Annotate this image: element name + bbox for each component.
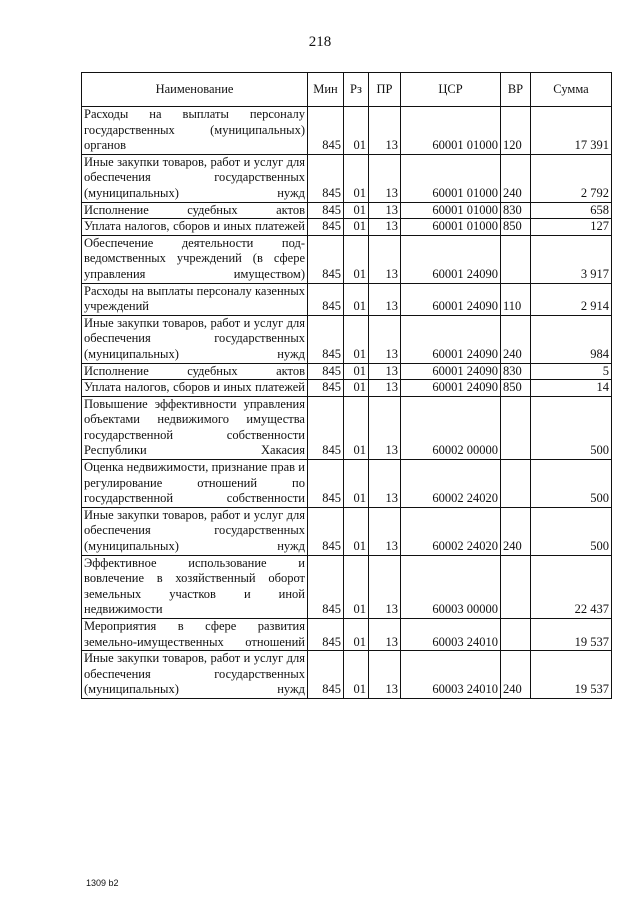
cell-sum: 2 914 <box>531 283 612 315</box>
cell-csr: 60002 24020 <box>401 507 501 555</box>
cell-rz: 01 <box>344 107 369 155</box>
cell-vr: 240 <box>501 507 531 555</box>
cell-csr: 60002 24020 <box>401 460 501 508</box>
cell-csr: 60003 24010 <box>401 619 501 651</box>
table-row <box>82 396 612 459</box>
cell-pr: 13 <box>369 651 401 699</box>
cell-vr: 240 <box>501 651 531 699</box>
footer-code: 1309 b2 <box>86 878 119 888</box>
cell-min: 845 <box>308 107 344 155</box>
cell-pr: 13 <box>369 619 401 651</box>
cell-vr <box>501 555 531 618</box>
cell-min: 845 <box>308 651 344 699</box>
cell-min: 845 <box>308 202 344 219</box>
cell-vr: 240 <box>501 154 531 202</box>
cell-pr: 13 <box>369 363 401 380</box>
cell-min: 845 <box>308 380 344 397</box>
cell-name: Исполнение судебных актов <box>82 202 308 219</box>
cell-rz: 01 <box>344 219 369 236</box>
cell-rz: 01 <box>344 363 369 380</box>
cell-min: 845 <box>308 315 344 363</box>
cell-vr <box>501 235 531 283</box>
cell-pr: 13 <box>369 507 401 555</box>
cell-csr: 60001 24090 <box>401 283 501 315</box>
col-header-pr: ПР <box>369 73 401 107</box>
cell-rz: 01 <box>344 555 369 618</box>
cell-vr: 110 <box>501 283 531 315</box>
col-header-csr: ЦСР <box>401 73 501 107</box>
col-header-sum: Сумма <box>531 73 612 107</box>
cell-vr: 120 <box>501 107 531 155</box>
table-row <box>82 154 612 202</box>
cell-csr: 60003 00000 <box>401 555 501 618</box>
cell-vr <box>501 619 531 651</box>
cell-sum: 19 537 <box>531 619 612 651</box>
cell-name: Исполнение судебных актов <box>82 363 308 380</box>
cell-name: Иные закупки товаров, работ и услуг для обеспечения государственных (муниципальных) нужд <box>82 315 308 363</box>
cell-csr: 60001 24090 <box>401 380 501 397</box>
cell-name: Расходы на выплаты персоналу государственных (муниципальных) органов <box>82 107 308 155</box>
cell-pr: 13 <box>369 380 401 397</box>
cell-vr: 850 <box>501 380 531 397</box>
col-header-vr: ВР <box>501 73 531 107</box>
cell-rz: 01 <box>344 154 369 202</box>
cell-rz: 01 <box>344 396 369 459</box>
cell-sum: 500 <box>531 507 612 555</box>
cell-sum: 127 <box>531 219 612 236</box>
cell-sum: 19 537 <box>531 651 612 699</box>
cell-min: 845 <box>308 619 344 651</box>
cell-sum: 17 391 <box>531 107 612 155</box>
table-row <box>82 202 612 219</box>
cell-pr: 13 <box>369 107 401 155</box>
cell-pr: 13 <box>369 396 401 459</box>
cell-pr: 13 <box>369 219 401 236</box>
cell-min: 845 <box>308 363 344 380</box>
cell-pr: 13 <box>369 555 401 618</box>
budget-table <box>81 72 612 699</box>
table-row <box>82 315 612 363</box>
cell-csr: 60001 01000 <box>401 154 501 202</box>
cell-rz: 01 <box>344 235 369 283</box>
table-row <box>82 219 612 236</box>
cell-name: Расходы на выплаты персоналу казенных учреждений <box>82 283 308 315</box>
cell-sum: 14 <box>531 380 612 397</box>
cell-min: 845 <box>308 154 344 202</box>
cell-sum: 2 792 <box>531 154 612 202</box>
table-row <box>82 507 612 555</box>
cell-vr: 240 <box>501 315 531 363</box>
cell-csr: 60001 01000 <box>401 219 501 236</box>
table-row <box>82 380 612 397</box>
cell-name: Эффективное использование и вовлечение в хозяйственный оборот земельных участков и иной недвижимости <box>82 555 308 618</box>
cell-sum: 5 <box>531 363 612 380</box>
cell-rz: 01 <box>344 202 369 219</box>
cell-rz: 01 <box>344 380 369 397</box>
cell-rz: 01 <box>344 507 369 555</box>
cell-sum: 500 <box>531 396 612 459</box>
cell-vr: 850 <box>501 219 531 236</box>
cell-name: Уплата налогов, сборов и иных платежей <box>82 380 308 397</box>
cell-csr: 60001 24090 <box>401 363 501 380</box>
cell-name: Уплата налогов, сборов и иных платежей <box>82 219 308 236</box>
cell-pr: 13 <box>369 235 401 283</box>
cell-sum: 3 917 <box>531 235 612 283</box>
cell-vr <box>501 460 531 508</box>
col-header-name: Наименование <box>82 73 308 107</box>
col-header-min: Мин <box>308 73 344 107</box>
cell-vr: 830 <box>501 363 531 380</box>
cell-pr: 13 <box>369 202 401 219</box>
table-row <box>82 363 612 380</box>
cell-name: Обеспечение деятельности подведомственных учреждений (в сфере управления имуществом) <box>82 235 308 283</box>
cell-csr: 60001 01000 <box>401 107 501 155</box>
cell-min: 845 <box>308 507 344 555</box>
cell-name: Оценка недвижимости, признание прав и регулирование отношений по государственной собственности <box>82 460 308 508</box>
cell-pr: 13 <box>369 460 401 508</box>
cell-csr: 60003 24010 <box>401 651 501 699</box>
cell-vr: 830 <box>501 202 531 219</box>
cell-min: 845 <box>308 555 344 618</box>
cell-min: 845 <box>308 235 344 283</box>
cell-rz: 01 <box>344 651 369 699</box>
table-row <box>82 235 612 283</box>
cell-rz: 01 <box>344 315 369 363</box>
cell-name: Повышение эффективности управления объектами недвижимого имущества государственной собственности Республики Хакасия <box>82 396 308 459</box>
cell-csr: 60001 24090 <box>401 235 501 283</box>
cell-rz: 01 <box>344 283 369 315</box>
table-row <box>82 651 612 699</box>
cell-pr: 13 <box>369 315 401 363</box>
cell-name: Иные закупки товаров, работ и услуг для обеспечения государственных (муниципальных) нужд <box>82 651 308 699</box>
cell-rz: 01 <box>344 619 369 651</box>
table-row <box>82 555 612 618</box>
cell-sum: 22 437 <box>531 555 612 618</box>
cell-min: 845 <box>308 460 344 508</box>
table-header-row <box>82 73 612 107</box>
table-row <box>82 283 612 315</box>
cell-csr: 60001 24090 <box>401 315 501 363</box>
cell-rz: 01 <box>344 460 369 508</box>
cell-min: 845 <box>308 283 344 315</box>
cell-pr: 13 <box>369 283 401 315</box>
col-header-rz: Рз <box>344 73 369 107</box>
cell-min: 845 <box>308 396 344 459</box>
cell-sum: 984 <box>531 315 612 363</box>
cell-name: Иные закупки товаров, работ и услуг для обеспечения государственных (муниципальных) нужд <box>82 507 308 555</box>
table-row <box>82 460 612 508</box>
cell-min: 845 <box>308 219 344 236</box>
table-row <box>82 107 612 155</box>
cell-vr <box>501 396 531 459</box>
page-number: 218 <box>308 34 332 50</box>
cell-name: Иные закупки товаров, работ и услуг для обеспечения государственных (муниципальных) нужд <box>82 154 308 202</box>
cell-sum: 500 <box>531 460 612 508</box>
cell-pr: 13 <box>369 154 401 202</box>
cell-csr: 60002 00000 <box>401 396 501 459</box>
table-row <box>82 619 612 651</box>
cell-sum: 658 <box>531 202 612 219</box>
cell-name: Мероприятия в сфере развития земельно-имущественных отношений <box>82 619 308 651</box>
cell-csr: 60001 01000 <box>401 202 501 219</box>
